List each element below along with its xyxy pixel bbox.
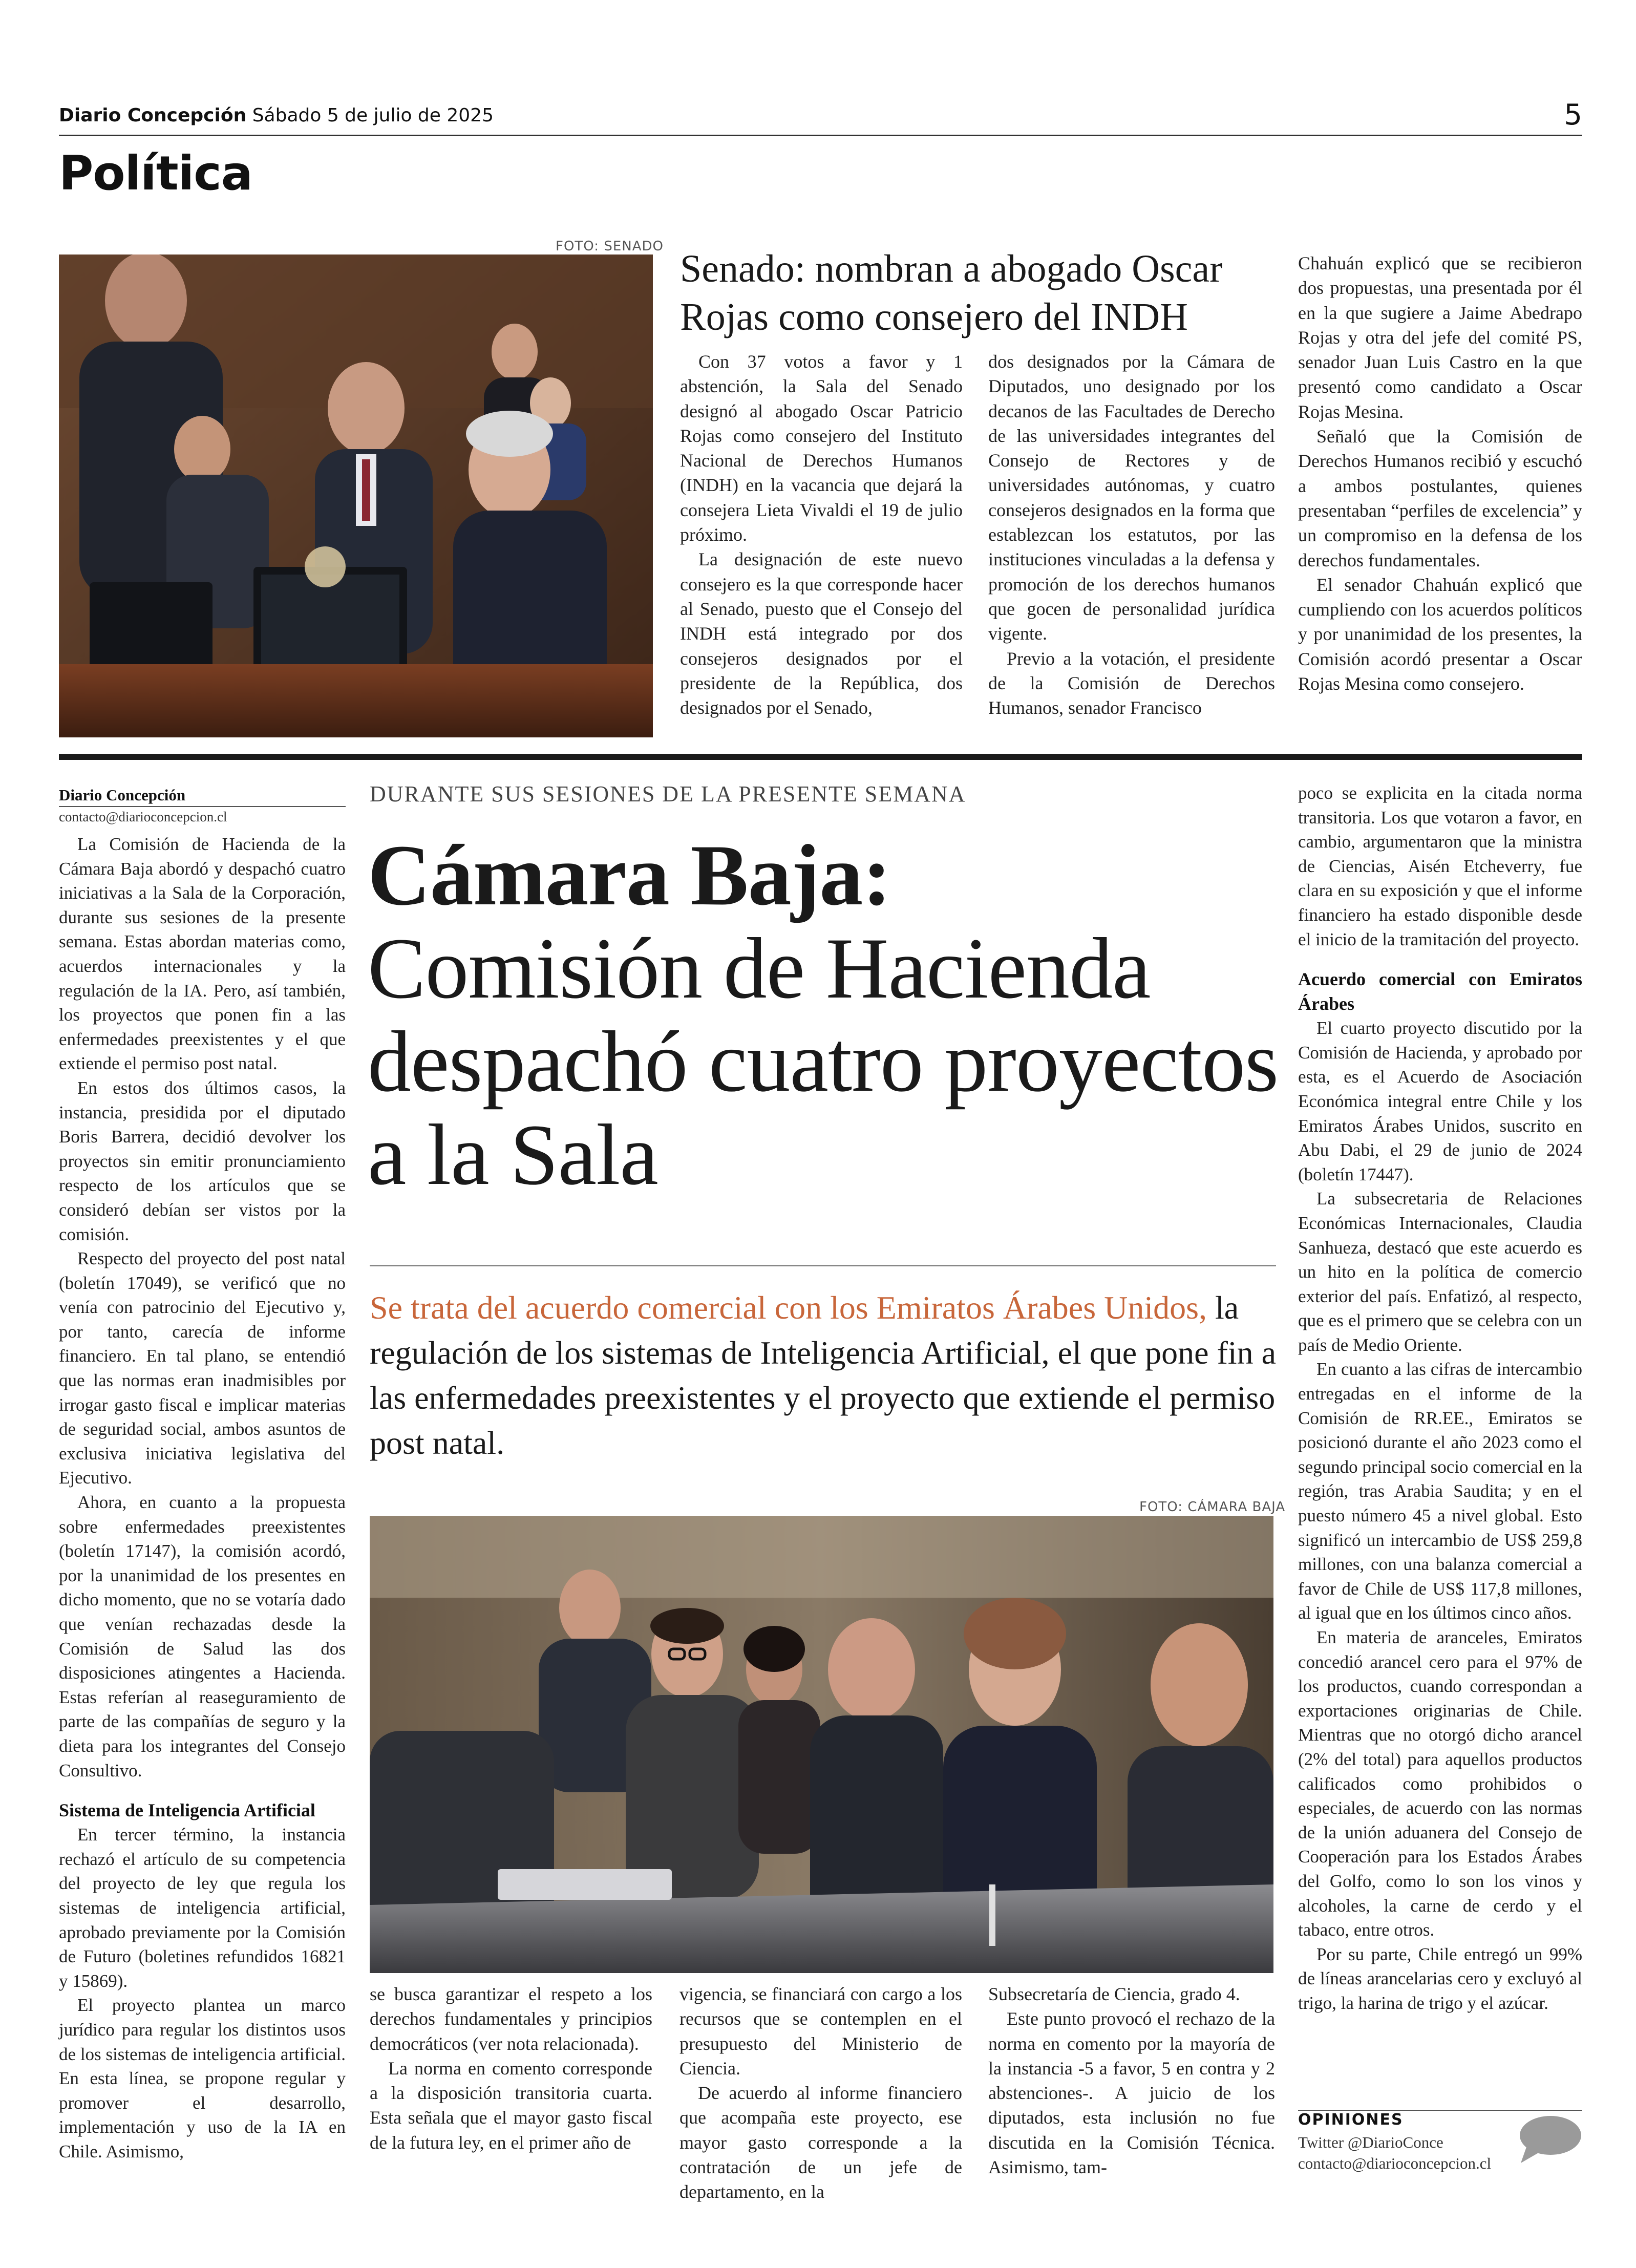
paragraph: En tercer término, la instancia rechazó el artículo de su competencia del proyecto de ley que regula los sistemas de inteligencia artificial, aprobado previamente por la Comisión de Futuro (boletines refundidos 16821 y 15869). [59, 1825, 346, 1991]
paragraph: dos designados por la Cámara de Diputados, uno designado por los decanos de las Facultades de Derecho de las universidades integrantes del Consejo de Rectores y de universidades autónomas, y cuatro consejeros designados en la forma que establezcan los estatutos, por las instituciones vinculadas a la defensa y promoción de los derechos humanos que gocen de personalidad jurídica vigente. [988, 351, 1275, 644]
paragraph: Señaló que la Comisión de Derechos Humanos recibió y escuchó a ambos postulantes, quienes presentaban “perfiles de excelencia” y un compromiso en la defensa de los derechos fundamentales. [1298, 426, 1582, 570]
paragraph: se busca garantizar el respeto a los derechos fundamentales y principios democráticos (ver nota relacionada). [370, 1984, 652, 2054]
headline-rest: Comisión de Hacienda despachó cuatro proyectos a la Sala [368, 920, 1279, 1203]
headline [368, 829, 1284, 1201]
paragraph: La Comisión de Hacienda de la Cámara Baja abordó y despachó cuatro iniciativas a la Sala de la Corporación, durante sus sesiones de la presente semana. Estas abordan materias como, acuerdos internacionales y la regulación de la IA. Pero, así también, los proyectos que ponen fin a las enfermedades preexistentes y el que extiende el permiso post natal. [59, 834, 346, 1074]
paragraph: Ahora, en cuanto a la propuesta sobre enfermedades preexistentes (boletín 17147), la comisión acordó, por la unanimidad de los presentes en dicho momento, que no se votaría dado que venían rechazadas desde la Comisión de Salud las dos disposiciones atingentes a Hacienda. Estas referían al reaseguramiento de parte de las compañías de seguro y la dieta para los integrantes del Consejo Consultivo. [59, 1492, 346, 1781]
paragraph: La designación de este nuevo consejero es la que corresponde hacer al Senado, puesto que el Consejo del INDH está integrado por dos consejeros designados por el presidente de la República, dos designados por el Senado, [680, 549, 963, 718]
paragraph: La subsecretaria de Relaciones Económicas Internacionales, Claudia Sanhueza, destacó que este acuerdo es un hito en la política de comercio exterior del país. Enfatizó, al respecto, que es el primero que se celebra con un país de Medio Oriente. [1298, 1189, 1582, 1355]
byline [59, 786, 346, 825]
main-bottom-column-2 [679, 1982, 962, 2205]
subheadline [370, 1285, 1281, 1466]
subheadline-rest: la regulación de los sistemas de Inteligencia Artificial, el que pone fin a las enfermedades preexistentes y el proyecto que extiende el permiso post natal. [370, 1289, 1277, 1461]
main-left-column [59, 832, 346, 2164]
article-divider [59, 754, 1582, 760]
paragraph: Por su parte, Chile entregó un 99% de líneas arancelarias cero y excluyó al trigo, la harina de trigo y el azúcar. [1298, 1944, 1582, 2013]
opinion-title: OPINIONES [1298, 2111, 1404, 2129]
main-right-column [1298, 781, 1582, 2016]
chamber-photo-illustration [370, 1516, 1273, 1973]
paragraph: vigencia, se financiará con cargo a los recursos que se contemplen en el presupuesto del Ministerio de Ciencia. [679, 1984, 962, 2079]
main-bottom-column-1 [370, 1982, 652, 2155]
byline-email: contacto@diarioconcepcion.cl [59, 809, 227, 824]
paragraph: Subsecretaría de Ciencia, grado 4. [988, 1984, 1240, 2004]
senate-photo [59, 255, 653, 737]
paragraph: En cuanto a las cifras de intercambio entregadas en el informe de la Comisión de RR.EE., Emiratos se posicionó durante el año 2023 como el segundo principal socio comercial en la región, tras Arabia Saudita; y en el puesto número 45 a nivel global. Esto significó un intercambio de US$ 259,8 millones, con una balanza comercial a favor de Chile de US$ 117,8 millones, al igual que en los últimos cinco años. [1298, 1359, 1582, 1623]
page-number: 5 [1564, 98, 1582, 132]
opinion-twitter[interactable]: Twitter @DiarioConce [1298, 2133, 1443, 2151]
subheading-emiratos: Acuerdo comercial con Emiratos Árabes [1298, 969, 1582, 1014]
paragraph: poco se explicita en la citada norma transitoria. Los que votaron a favor, en cambio, argumentaron que la ministra de Ciencias, Aisén Etcheverry, fue clara en su exposición y que el informe financiero ha estado disponible desde el inicio de la tramitación del proyecto. [1298, 783, 1582, 949]
senado-column-1 [680, 349, 963, 720]
paragraph: De acuerdo al informe financiero que acompaña este proyecto, ese mayor gasto corresponde a la contratación de un jefe de departamento, en la [679, 2083, 962, 2202]
issue-date: Sábado 5 de julio de 2025 [252, 105, 494, 126]
paragraph: Con 37 votos a favor y 1 abstención, la Sala del Senado designó al abogado Oscar Patricio Rojas como consejero del Instituto Nacional de Derechos Humanos (INDH) en la vacancia que dejará la consejera Lieta Vivaldi el 19 de julio próximo. [680, 351, 963, 545]
senado-column-3 [1298, 251, 1582, 696]
senado-article-title: Senado: nombran a abogado Oscar Rojas como consejero del INDH [680, 247, 1223, 338]
byline-name: Diario Concepción [59, 786, 186, 804]
opinion-email[interactable]: contacto@diarioconcepcion.cl [1298, 2154, 1492, 2172]
paragraph: La norma en comento corresponde a la disposición transitoria cuarta. Esta señala que el mayor gasto fiscal de la futura ley, en el primer año de [370, 2058, 652, 2153]
photo-credit-camara: FOTO: CÁMARA BAJA [1139, 1499, 1286, 1515]
byline-rule [59, 806, 346, 807]
paragraph: El cuarto proyecto discutido por la Comisión de Hacienda, y aprobado por esta, es el Acuerdo de Asociación Económica integral entre Chile y los Emiratos Árabes Unidos, suscrito en Abu Dabi, el 29 de junio de 2024 (boletín 17447). [1298, 1018, 1582, 1184]
chamber-committee-photo [370, 1516, 1273, 1973]
paper-name: Diario Concepción [59, 105, 247, 126]
header-rule [59, 135, 1582, 136]
paragraph: Previo a la votación, el presidente de la Comisión de Derechos Humanos, senador Francisco [988, 648, 1275, 718]
main-bottom-column-3 [988, 1982, 1275, 2179]
senado-column-2 [988, 349, 1275, 720]
headline-lead: Cámara Baja: [368, 827, 891, 923]
paragraph: El senador Chahuán explicó que cumpliendo con los acuerdos políticos y por unanimidad de los presentes, la Comisión acordó presentar a Oscar Rojas Mesina como consejero. [1298, 574, 1582, 694]
senate-photo-illustration [59, 255, 653, 737]
paragraph: Este punto provocó el rechazo de la norma en comento por la mayoría de la instancia -5 a favor, 5 en contra y 2 abstenciones-. A juicio de los diputados, esta inclusión no fue discutida en la Comisión Técnica. Asimismo, tam- [988, 2008, 1275, 2178]
paragraph: Chahuán explicó que se recibieron dos propuestas, una presentada por él en la que sugiere a Jaime Abedrapo Rojas y otra del jefe del comité PS, senador Juan Luis Castro en la que presentó como candidato a Oscar Rojas Mesina. [1298, 253, 1582, 422]
photo-credit-senado: FOTO: SENADO [556, 239, 664, 254]
subheadline-accent: Se trata del acuerdo comercial con los Emiratos Árabes Unidos, [370, 1289, 1207, 1326]
paragraph: El proyecto plantea un marco jurídico para regular los distintos usos de los sistemas de inteligencia artificial. En esta línea, se propone regular y promover el desarrollo, implementación y uso de la IA en Chile. Asimismo, [59, 1995, 346, 2161]
paragraph: En materia de aranceles, Emiratos concedió arancel cero para el 97% de los productos, cuando correspondan a exportaciones originarias de Chile. Mientras que no otorgó dicho arancel (2% del total) para aquellos productos calificados como prohibidos o especiales, de acuerdo con las normas de la unión aduanera del Consejo de Cooperación para los Estados Árabes del Golfo, como lo son los vinos y alcoholes, la carne de cerdo y el tabaco, entre otros. [1298, 1627, 1582, 1940]
paragraph: En estos dos últimos casos, la instancia, presidida por el diputado Boris Barrera, decidió devolver los proyectos sin emitir pronunciamiento respecto de los artículos que se consideró debían ser vistos por la comisión. [59, 1077, 346, 1244]
section-title: Política [59, 146, 252, 201]
speech-bubble-icon [1516, 2114, 1582, 2165]
headline-rule [370, 1265, 1276, 1266]
masthead-line [59, 105, 494, 126]
paragraph: Respecto del proyecto del post natal (boletín 17049), se verificó que no venía con patrocinio del Ejecutivo y, por tanto, carecía de informe financiero. En tal plano, se entendió que las normas eran inadmisibles por irrogar gasto fiscal e implicar materias de seguridad social, ambos asuntos de exclusiva iniciativa legislativa del Ejecutivo. [59, 1248, 346, 1488]
kicker: DURANTE SUS SESIONES DE LA PRESENTE SEMANA [370, 781, 966, 807]
subheading-ia: Sistema de Inteligencia Artificial [59, 1800, 315, 1821]
